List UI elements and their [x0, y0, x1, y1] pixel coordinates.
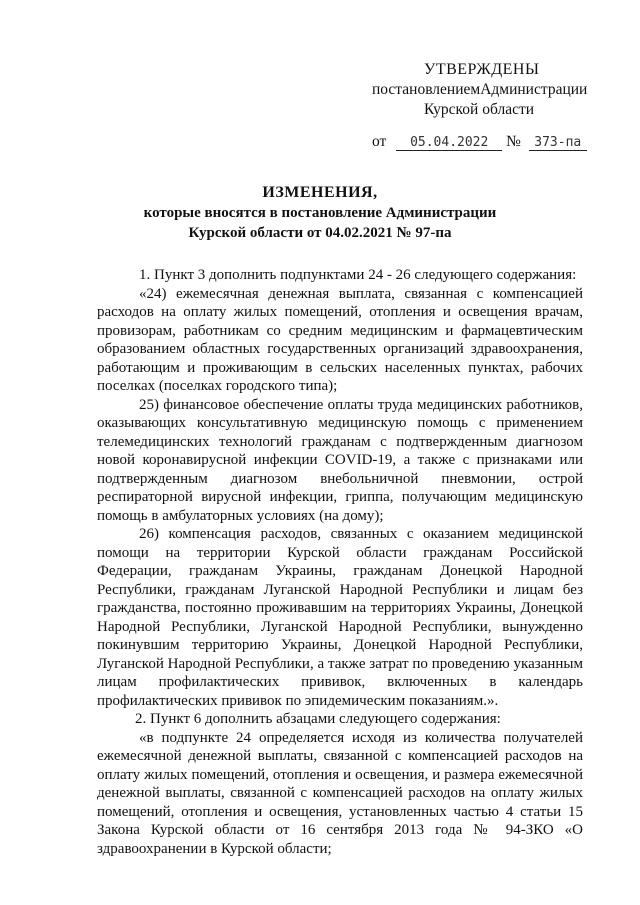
approval-line-3: Курской области [424, 101, 535, 118]
date-prefix: от [372, 133, 387, 150]
document-heading [60, 183, 580, 243]
approval-line-2: постановлениемАдминистрации [372, 81, 588, 98]
document-body [97, 266, 583, 858]
paragraph-3: 25) финансовое обеспечение оплаты труда медицинских работников, оказывающих консультативную медицинскую помощь с применением телемедицинских технологий гражданам с подтвержденным диагнозом новой коронавирусной инфекции COVID-19, а также с признаками или подтвержденным диагнозом внебольничной пневмонии, острой респираторной вирусной инфекции, гриппа, получающим медицинскую помощь в амбулаторных условиях (на дому); [97, 396, 583, 524]
approval-title: УТВЕРЖДЕНЫ [424, 61, 540, 78]
paragraph-1: 1. Пункт 3 дополнить подпунктами 24 - 26 следующего содержания: [139, 267, 577, 283]
paragraph-6: «в подпункте 24 определяется исходя из количества получателей ежемесячной денежной выплаты, связанной с компенсацией расходов на оплату жилых помещений, отопления и освещения, и размера ежемесячной денежной выплаты, связанной с компенсацией расходов на оплату жилых помещений, отопления и освещения, установленных частью 4 статьи 15 Закона Курской области от 16 сентября 2013 года № 94-ЗКО «О здравоохранении в Курской области; [97, 729, 583, 857]
approval-date: 05.04.2022 [396, 135, 502, 151]
paragraph-4: 26) компенсация расходов, связанных с оказанием медицинской помощи на территории Курской области гражданам Российской Федерации, гражданам Украины, гражданам Донецкой Народной Республики, гражданам Луганской Народной Республики и лицам без гражданства, постоянно проживавшим на территориях Украины, Донецкой Народной Республики, Луганской Народной Республики, вынужденно покинувшим территорию Украины, Донецкой Народной Республики, Луганской Народной Республики, а также затрат по проведению указанным лицам профилактических прививок, включенных в календарь профилактических прививок по эпидемическим показаниям.». [97, 526, 583, 709]
heading-title: ИЗМЕНЕНИЯ, [262, 184, 378, 201]
paragraph-2: «24) ежемесячная денежная выплата, связанная с компенсацией расходов на оплату жилых помещений, отопления и освещения врачам, провизорам, работникам со средним медицинским и фармацевтическим образованием областных государственных организаций здравоохранения, работающим и проживающим в сельских населенных пунктах, рабочих поселках (поселках городского типа); [97, 285, 583, 394]
approval-number: 373-па [529, 135, 587, 151]
heading-line-3: Курской области от 04.02.2021 № 97-па [188, 225, 452, 241]
heading-line-2: которые вносятся в постановление Администрации [143, 205, 497, 221]
paragraph-5: 2. Пункт 6 дополнить абзацами следующего содержания: [135, 711, 501, 727]
number-sign: № [506, 133, 521, 150]
date-number-line [372, 133, 587, 151]
approval-block [372, 60, 587, 120]
